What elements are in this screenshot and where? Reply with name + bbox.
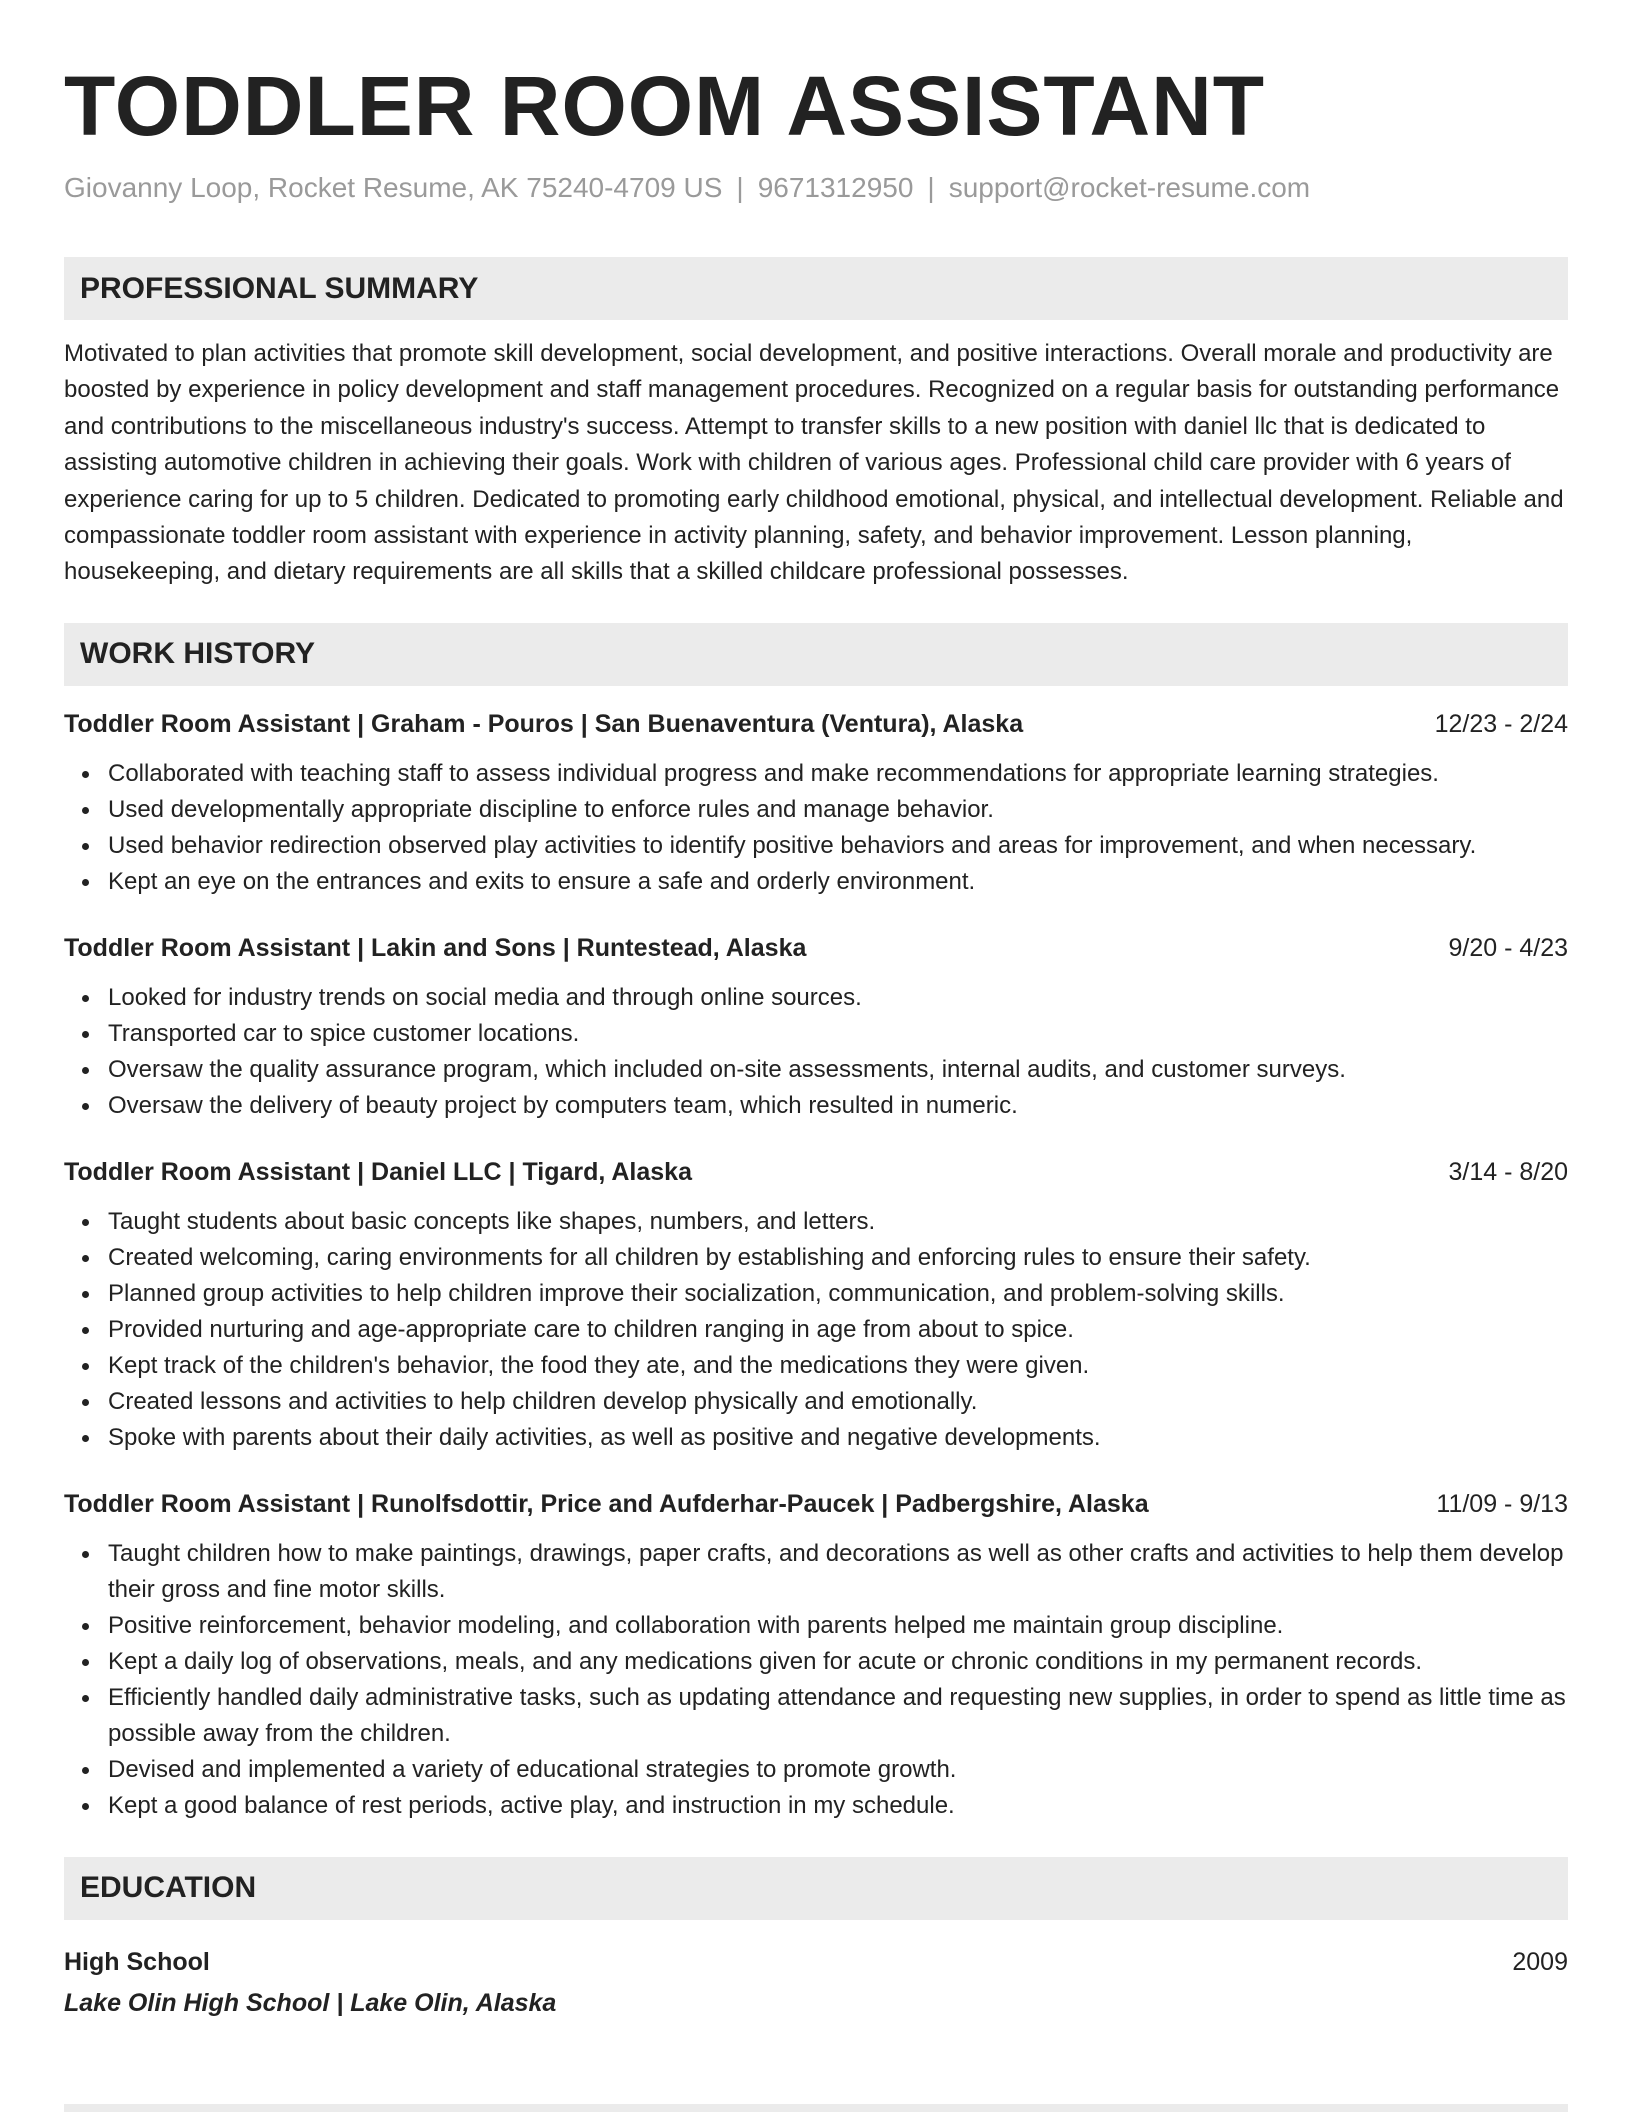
- resume-name: TODDLER ROOM ASSISTANT: [64, 59, 1266, 153]
- job-bullet: Collaborated with teaching staff to assess individual progress and make recommendations for appropriate learning strategies.: [108, 756, 1568, 792]
- job-header: [64, 1486, 1568, 1522]
- section-heading-summary: PROFESSIONAL SUMMARY: [64, 257, 1568, 320]
- job-bullet: Transported car to spice customer locations.: [108, 1016, 1568, 1052]
- education-degree: High School: [64, 1947, 210, 1976]
- job-bullet: Devised and implemented a variety of educational strategies to promote growth.: [108, 1752, 1568, 1788]
- education-entry: [64, 1944, 1568, 2022]
- job-bullet: Spoke with parents about their daily activities, as well as positive and negative developments.: [108, 1420, 1568, 1456]
- education-school: Lake Olin High School | Lake Olin, Alaska: [64, 1988, 557, 2017]
- contact-line: [64, 168, 1568, 208]
- job-header: [64, 1154, 1568, 1190]
- contact-separator: |: [927, 172, 935, 203]
- section-heading-education: EDUCATION: [64, 1857, 1568, 1920]
- job-bullet: Taught children how to make paintings, drawings, paper crafts, and decorations as well as other crafts and activities to help them develop their gross and fine motor skills.: [108, 1536, 1568, 1608]
- job-bullet: Looked for industry trends on social media and through online sources.: [108, 980, 1568, 1016]
- contact-separator: |: [736, 172, 744, 203]
- job-dates: 11/09 - 9/13: [1436, 1489, 1568, 1518]
- job-dates: 12/23 - 2/24: [1434, 709, 1568, 738]
- job-bullet: Used developmentally appropriate discipline to enforce rules and manage behavior.: [108, 792, 1568, 828]
- job-bullet: Oversaw the quality assurance program, which included on-site assessments, internal audits, and customer surveys.: [108, 1052, 1568, 1088]
- job-bullets: [64, 980, 1568, 1124]
- education-year: 2009: [1512, 1947, 1568, 1976]
- job-bullet: Positive reinforcement, behavior modeling, and collaboration with parents helped me maintain group discipline.: [108, 1608, 1568, 1644]
- job-dates: 3/14 - 8/20: [1448, 1157, 1568, 1186]
- job-bullet: Taught students about basic concepts like shapes, numbers, and letters.: [108, 1204, 1568, 1240]
- section-heading-work-history: WORK HISTORY: [64, 623, 1568, 686]
- contact-email: support@rocket-resume.com: [948, 172, 1311, 203]
- job-header: [64, 706, 1568, 742]
- job-bullet: Oversaw the delivery of beauty project by computers team, which resulted in numeric.: [108, 1088, 1568, 1124]
- job-bullet: Kept a daily log of observations, meals, and any medications given for acute or chronic conditions in my permanent records.: [108, 1644, 1568, 1680]
- job-bullet: Kept an eye on the entrances and exits to ensure a safe and orderly environment.: [108, 864, 1568, 900]
- job-header: [64, 930, 1568, 966]
- job-entry: [64, 1154, 1568, 1456]
- job-bullet: Planned group activities to help children improve their socialization, communication, and problem-solving skills.: [108, 1276, 1568, 1312]
- education-header: [64, 1944, 1568, 1980]
- job-bullet: Provided nurturing and age-appropriate care to children ranging in age from about to spice.: [108, 1312, 1568, 1348]
- job-bullet: Created lessons and activities to help children develop physically and emotionally.: [108, 1384, 1568, 1420]
- job-title: Toddler Room Assistant | Lakin and Sons | Runtestead, Alaska: [64, 933, 807, 962]
- contact-address: Giovanny Loop, Rocket Resume, AK 75240-4709 US: [64, 172, 723, 203]
- job-bullet: Kept track of the children's behavior, the food they ate, and the medications they were given.: [108, 1348, 1568, 1384]
- job-bullet: Kept a good balance of rest periods, active play, and instruction in my schedule.: [108, 1788, 1568, 1824]
- contact-phone: 9671312950: [757, 172, 914, 203]
- job-title: Toddler Room Assistant | Daniel LLC | Tigard, Alaska: [64, 1157, 692, 1186]
- job-bullet: Used behavior redirection observed play activities to identify positive behaviors and areas for improvement, and when necessary.: [108, 828, 1568, 864]
- job-bullet: Efficiently handled daily administrative tasks, such as updating attendance and requesting new supplies, in order to spend as little time as possible away from the children.: [108, 1680, 1568, 1752]
- job-bullets: [64, 1204, 1568, 1456]
- job-entry: [64, 930, 1568, 1124]
- job-bullets: [64, 1536, 1568, 1824]
- job-bullets: [64, 756, 1568, 900]
- summary-text: Motivated to plan activities that promote skill development, social development, and positive interactions. Overall morale and productivity are boosted by experience in policy development and staff management procedures. Recognized on a regular basis for outstanding performance and contributions to the miscellaneous industry's success. Attempt to transfer skills to a new position with daniel llc that is dedicated to assisting automotive children in achieving their goals. Work with children of various ages. Professional child care provider with 6 years of experience caring for up to 5 children. Dedicated to promoting early childhood emotional, physical, and intellectual development. Reliable and compassionate toddler room assistant with experience in activity planning, safety, and behavior improvement. Lesson planning, housekeeping, and dietary requirements are all skills that a skilled childcare professional possesses.: [64, 340, 1564, 586]
- job-title: Toddler Room Assistant | Graham - Pouros | San Buenaventura (Ventura), Alaska: [64, 709, 1024, 738]
- next-section-bar: [64, 2104, 1568, 2112]
- job-entry: [64, 706, 1568, 900]
- job-title: Toddler Room Assistant | Runolfsdottir, Price and Aufderhar-Paucek | Padbergshire, Alaska: [64, 1489, 1149, 1518]
- job-entry: [64, 1486, 1568, 1824]
- job-dates: 9/20 - 4/23: [1448, 933, 1568, 962]
- job-bullet: Created welcoming, caring environments for all children by establishing and enforcing rules to ensure their safety.: [108, 1240, 1568, 1276]
